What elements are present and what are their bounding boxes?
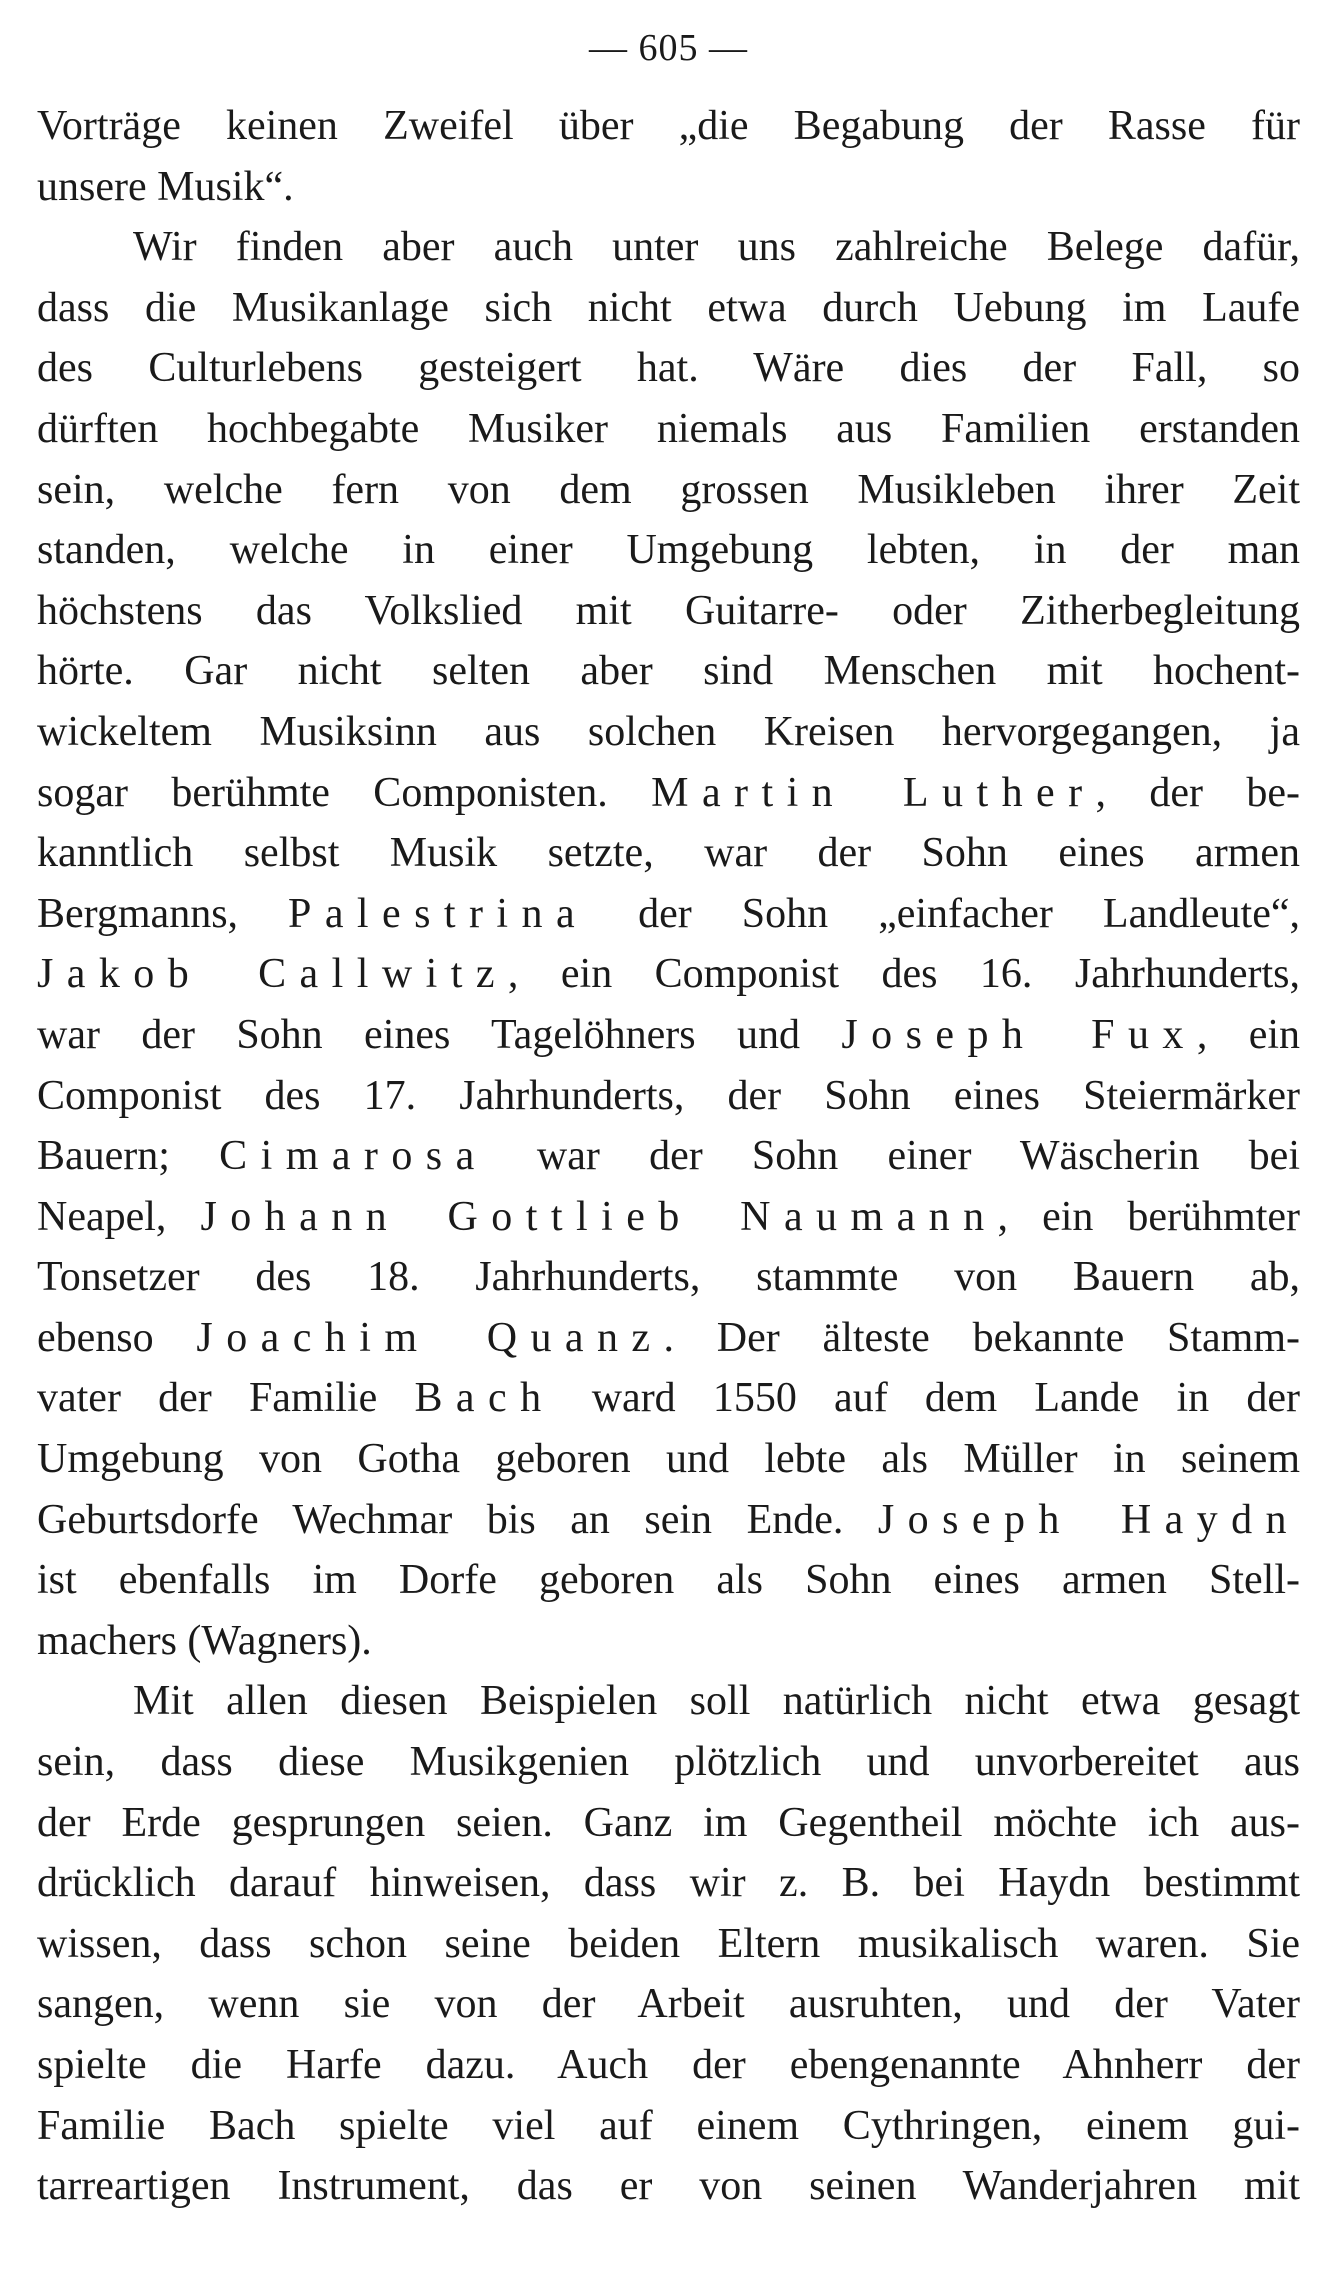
- text-line: dass die Musikanlage sich nicht etwa durch Uebung im Laufe: [37, 284, 1300, 331]
- text-line: wissen, dass schon seine beiden Eltern musikalisch waren. Sie: [37, 1920, 1300, 1967]
- text-line: Neapel, Johann Gottlieb Naumann, ein berühmter: [37, 1193, 1300, 1240]
- text-line: dürften hochbegabte Musiker niemals aus Familien erstanden: [37, 405, 1300, 452]
- text-line: Umgebung von Gotha geboren und lebte als Müller in seinem: [37, 1436, 1300, 1483]
- text-line: Vorträge keinen Zweifel über „die Begabung der Rasse für: [37, 103, 1300, 149]
- text-line: hörte. Gar nicht selten aber sind Menschen mit hochent-: [37, 648, 1300, 695]
- text-line: Wir finden aber auch unter uns zahlreiche Belege dafür,: [133, 224, 1300, 271]
- text-line: höchstens das Volkslied mit Guitarre- oder Zitherbegleitung: [37, 587, 1300, 634]
- text-line: sein, dass diese Musikgenien plötzlich und unvorbereitet aus: [37, 1739, 1300, 1786]
- text-body: [37, 96, 1300, 2217]
- text-line: Componist des 17. Jahrhunderts, der Sohn eines Steiermärker: [37, 1072, 1300, 1119]
- text-line: sangen, wenn sie von der Arbeit ausruhten, und der Vater: [37, 1981, 1300, 2028]
- text-line: des Culturlebens gesteigert hat. Wäre dies der Fall, so: [37, 345, 1300, 392]
- text-line: ist ebenfalls im Dorfe geboren als Sohn eines armen Stell-: [37, 1557, 1300, 1604]
- text-line: war der Sohn eines Tagelöhners und Joseph Fux, ein: [37, 1011, 1300, 1058]
- page-number: — 605 —: [589, 27, 748, 69]
- text-line: unsere Musik“.: [37, 163, 294, 210]
- text-line: Jakob Callwitz, ein Componist des 16. Jahrhunderts,: [37, 951, 1300, 998]
- paragraph: [37, 217, 1300, 1671]
- text-line: drücklich darauf hinweisen, dass wir z. B. bei Haydn bestimmt: [37, 1860, 1300, 1907]
- text-line: Tonsetzer des 18. Jahrhunderts, stammte von Bauern ab,: [37, 1254, 1300, 1301]
- text-line: standen, welche in einer Umgebung lebten, in der man: [37, 527, 1300, 574]
- text-line: Bauern; Cimarosa war der Sohn einer Wäscherin bei: [37, 1133, 1300, 1180]
- text-line: vater der Familie Bach ward 1550 auf dem Lande in der: [37, 1375, 1300, 1422]
- text-line: sein, welche fern von dem grossen Musikleben ihrer Zeit: [37, 466, 1300, 513]
- paragraph: [37, 96, 1300, 217]
- text-line: Bergmanns, Palestrina der Sohn „einfacher Landleute“,: [37, 890, 1300, 937]
- book-page: [37, 24, 1300, 2217]
- text-line: machers (Wagners).: [37, 1617, 372, 1664]
- text-line: wickeltem Musiksinn aus solchen Kreisen hervorgegangen, ja: [37, 708, 1300, 755]
- text-line: spielte die Harfe dazu. Auch der ebengenannte Ahnherr der: [37, 2042, 1300, 2088]
- paragraph: [37, 1671, 1300, 2216]
- text-line: Geburtsdorfe Wechmar bis an sein Ende. Joseph Haydn: [37, 1496, 1300, 1543]
- text-line: sogar berühmte Componisten. Martin Luther, der be-: [37, 769, 1300, 816]
- text-line: der Erde gesprungen seien. Ganz im Gegentheil möchte ich aus-: [37, 1799, 1300, 1846]
- text-line: kanntlich selbst Musik setzte, war der Sohn eines armen: [37, 830, 1300, 877]
- text-line: tarreartigen Instrument, das er von seinen Wanderjahren mit: [37, 2163, 1300, 2210]
- text-line: ebenso Joachim Quanz. Der älteste bekannte Stamm-: [37, 1314, 1300, 1361]
- text-line: Mit allen diesen Beispielen soll natürlich nicht etwa gesagt: [133, 1678, 1300, 1725]
- text-line: Familie Bach spielte viel auf einem Cythringen, einem gui-: [37, 2102, 1300, 2149]
